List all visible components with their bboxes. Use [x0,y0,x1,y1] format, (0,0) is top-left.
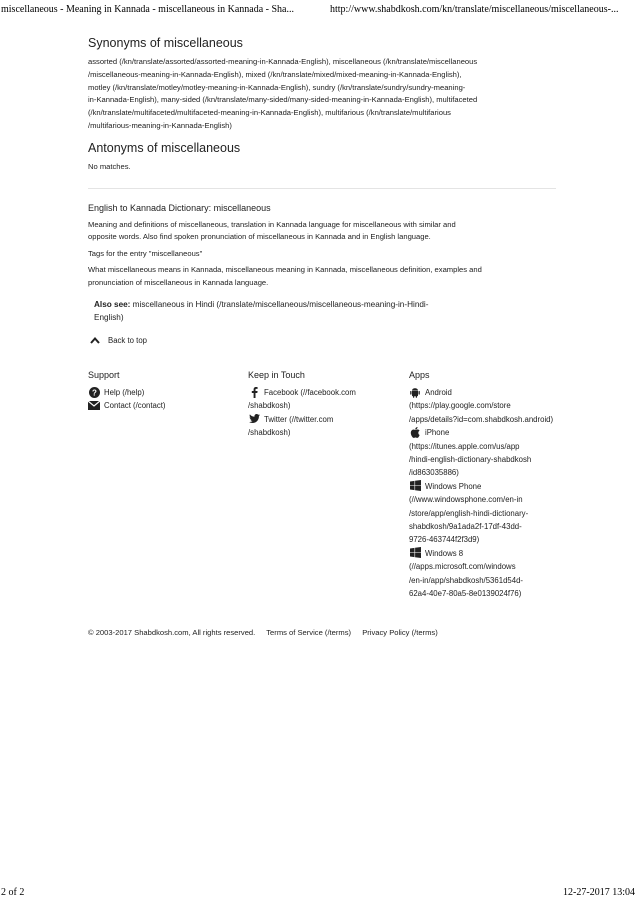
help-icon [88,386,100,398]
tags-line: Tags for the entry "miscellaneous" [88,248,203,258]
keep-in-touch-column [248,370,398,440]
support-column [88,370,238,413]
also-see [94,298,556,324]
windows-8-url: (//apps.microsoft.com/windows [409,562,516,572]
apple-icon [409,426,421,438]
support-title: Support [88,370,120,380]
facebook-link[interactable] [248,386,398,413]
windows-8-app-link[interactable] [409,547,609,601]
windows-phone-label: Windows Phone [425,481,482,491]
description-line: Meaning and definitions of miscellaneous, translation in Kannada language for miscellaneous with similar and [88,219,456,229]
synonyms-list [88,56,556,133]
back-to-top-link[interactable] [90,336,556,345]
keep-in-touch-title: Keep in Touch [248,370,305,380]
windows-8-url-cont: /en-in/app/shabdkosh/5361d54d- [409,575,524,585]
page-number: 2 of 2 [1,887,25,898]
facebook-icon [248,386,260,398]
contact-link[interactable] [88,399,238,412]
print-page-url: http://www.shabdkosh.com/kn/translate/miscellaneous/miscellaneous-... [330,4,619,15]
back-to-top-label: Back to top [108,335,148,345]
windows-8-url-cont: 62a4-40e7-80a5-8e0139024f76) [409,589,522,599]
twitter-label: Twitter (//twitter.com [264,414,334,424]
copyright-text: © 2003-2017 Shabdkosh.com, All rights reserved. [88,628,256,637]
synonyms-line[interactable]: assorted (/kn/translate/assorted/assorted-meaning-in-Kannada-English), miscellaneous (/kn/translate/miscellaneous [88,57,478,66]
svg-text:?: ? [91,387,97,397]
synonyms-line[interactable]: /multifarious-meaning-in-Kannada-English) [88,120,232,130]
facebook-url-cont: /shabdkosh) [248,401,291,411]
windows-phone-url-cont: shabdkosh/9a1ada2f-17df-43dd- [409,522,522,532]
android-icon [409,386,421,398]
print-header [0,4,638,18]
also-see-link[interactable]: miscellaneous in Hindi (/translate/miscellaneous/miscellaneous-meaning-in-Hindi- [130,299,429,309]
print-footer [0,887,638,901]
also-see-link-cont[interactable]: English) [94,312,124,322]
windows-phone-url: (//www.windowsphone.com/en-in [409,495,523,505]
synonyms-line[interactable]: in-Kannada-English), many-sided (/kn/translate/many-sided/many-sided-meaning-in-Kannada-English), multifaceted [88,95,478,105]
dictionary-description [88,219,556,244]
section-divider [88,188,556,189]
privacy-link[interactable]: Privacy Policy (/terms) [362,628,438,637]
explanation-line: pronunciation of miscellaneous in Kannada language. [88,277,269,287]
iphone-url: (https://itunes.apple.com/us/app [409,441,520,451]
contact-label: Contact (/contact) [104,401,166,411]
windows-icon [409,480,421,492]
windows-icon [409,547,421,559]
apps-title: Apps [409,370,430,380]
android-app-link[interactable] [409,386,609,426]
chevron-up-icon [90,336,100,344]
dictionary-explanation [88,264,556,289]
dictionary-heading: English to Kannada Dictionary: miscellaneous [88,202,271,213]
main-content [88,36,556,345]
envelope-icon [88,399,100,411]
iphone-url-cont: /hindi-english-dictionary-shabdkosh [409,455,532,465]
twitter-icon [248,413,260,425]
synonyms-line[interactable]: (/kn/translate/multifaceted/multifaceted-meaning-in-Kannada-English), multifarious (/kn/translate/multifarious [88,108,451,118]
iphone-app-link[interactable] [409,426,609,480]
synonyms-line[interactable]: motley (/kn/translate/motley/motley-meaning-in-Kannada-English), sundry (/kn/translate/sundry/sundry-meaning- [88,82,466,92]
windows-8-label: Windows 8 [425,548,464,558]
description-line: opposite words. Also find spoken pronunciation of miscellaneous in Kannada and in English language. [88,232,431,242]
synonyms-heading: Synonyms of miscellaneous [88,36,243,50]
copyright-bar [88,628,447,637]
windows-phone-url-cont: 9726-463744f2f3d9) [409,535,480,545]
android-url-cont: /apps/details?id=com.shabdkosh.android) [409,414,554,424]
facebook-label: Facebook (//facebook.com [264,388,356,397]
iphone-url-cont: /id863035886) [409,468,459,478]
windows-phone-url-cont: /store/app/english-hindi-dictionary- [409,508,529,518]
android-label: Android [425,388,452,397]
antonyms-text: No matches. [88,161,131,171]
synonyms-line[interactable]: /miscellaneous-meaning-in-Kannada-English), mixed (/kn/translate/mixed/mixed-meaning-in-Kannada-English), [88,69,462,79]
apps-column [409,370,609,601]
windows-phone-app-link[interactable] [409,480,609,547]
android-url: (https://play.google.com/store [409,401,511,411]
iphone-label: iPhone [425,428,450,438]
print-page-title: miscellaneous - Meaning in Kannada - miscellaneous in Kannada - Sha... [1,4,294,15]
twitter-link[interactable] [248,413,398,440]
also-see-label: Also see: [94,299,131,309]
explanation-line: What miscellaneous means in Kannada, miscellaneous meaning in Kannada, miscellaneous definition, examples and [88,265,482,275]
antonyms-heading: Antonyms of miscellaneous [88,140,241,155]
print-datetime: 12-27-2017 13:04 [563,887,635,898]
help-link[interactable] [88,386,238,399]
help-label: Help (/help) [104,388,145,397]
twitter-url-cont: /shabdkosh) [248,428,291,438]
terms-link[interactable]: Terms of Service (/terms) [266,628,352,637]
